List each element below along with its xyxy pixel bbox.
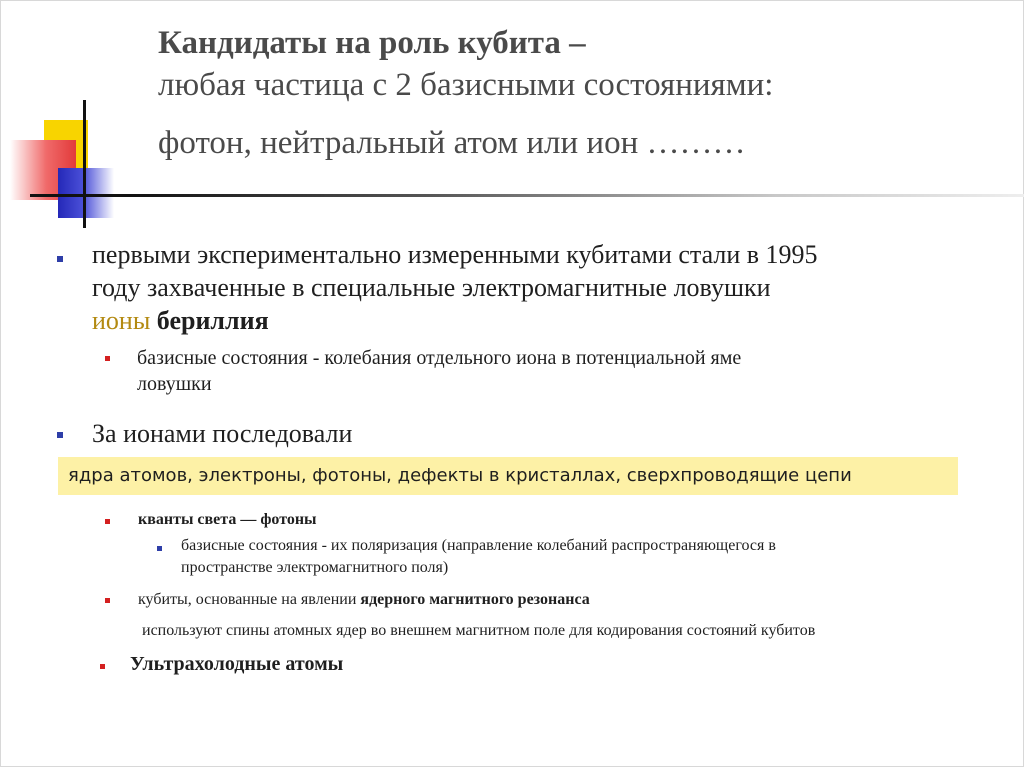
bullet-1-line-3: [92, 304, 992, 337]
logo-blue-square: [58, 168, 114, 218]
sub-bullet-marker: [100, 664, 105, 669]
photons-item: кванты света — фотоны: [138, 511, 317, 528]
bullet-1-line-2: году захваченные в специальные электромагнитные ловушки: [92, 273, 771, 302]
nmr-item: [138, 589, 590, 611]
bullet-1-text: [92, 238, 992, 337]
sub-bullet-marker: [105, 598, 110, 603]
slide-title: [158, 22, 998, 164]
photons-sub-text: [181, 535, 981, 579]
title-line-3: фотон, нейтральный атом или ион ………: [158, 125, 746, 161]
title-underline: [30, 194, 1024, 197]
nmr-prefix: кубиты, основанные на явлении: [138, 591, 361, 608]
slide-logo-decoration: [0, 0, 170, 240]
bullet-1-sub-text: [137, 345, 987, 397]
bullet-2-text: За ионами последовали: [92, 419, 353, 448]
highlight-box: ядра атомов, электроны, фотоны, дефекты в кристаллах, сверхпроводящие цепи: [58, 457, 958, 495]
ultracold-atoms-item: Ультрахолодные атомы: [130, 653, 344, 675]
logo-vertical-line: [83, 100, 86, 228]
bullet-marker: [57, 432, 63, 438]
bullet-1-sub-line-1: базисные состояния - колебания отдельного иона в потенциальной яме: [137, 347, 742, 369]
nmr-bold: ядерного магнитного резонанса: [360, 591, 590, 608]
ions-word: ионы: [92, 306, 151, 335]
title-line-2: любая частица с 2 базисными состояниями:: [158, 67, 774, 103]
sub-bullet-marker: [105, 519, 110, 524]
bullet-1-line-1: первыми экспериментально измеренными кубитами стали в 1995: [92, 240, 818, 269]
title-line-1: Кандидаты на роль кубита –: [158, 25, 586, 61]
beryllium-word: бериллия: [156, 306, 269, 335]
photons-sub-line-1: базисные состояния - их поляризация (направление колебаний распространяющегося в: [181, 537, 776, 554]
bullet-marker: [57, 256, 63, 262]
bullet-1-sub-line-2: ловушки: [137, 373, 212, 395]
nmr-detail: используют спины атомных ядер во внешнем магнитном поле для кодирования состояний кубитов: [142, 622, 816, 639]
sub-bullet-marker: [105, 356, 110, 361]
photons-sub-line-2: пространстве электромагнитного поля): [181, 559, 449, 576]
sub-sub-bullet-marker: [157, 546, 162, 551]
